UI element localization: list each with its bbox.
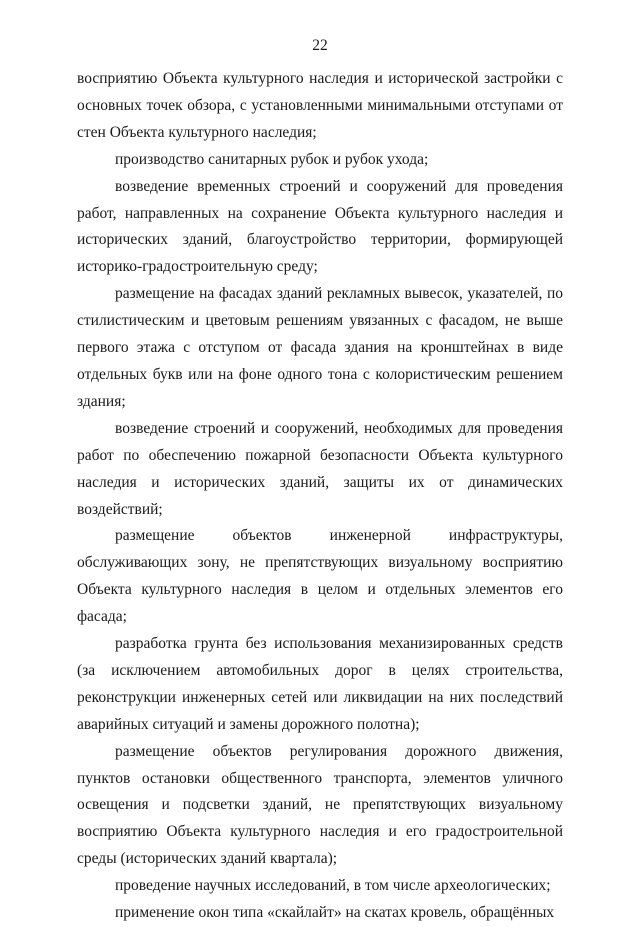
document-body xyxy=(77,66,563,927)
paragraph: применение окон типа «скайлайт» на скатах кровель, обращённых xyxy=(115,904,555,922)
paragraph: размещение на фасадах зданий рекламных вывесок, указателей, по стилистическим и цветовым решениям увязанных с фасадом, не выше первого этажа с отступом от фасада здания на кронштейнах в виде отдельных букв или на фоне одного тона с колористическим решением здания; xyxy=(77,285,563,410)
paragraph: возведение временных строений и сооружений для проведения работ, направленных на сохранение Объекта культурного наследия и исторических зданий, благоустройство территории, формирующей историко-градостроительную среду; xyxy=(77,177,563,276)
paragraph: размещение объектов регулирования дорожного движения, пунктов остановки общественного транспорта, элементов уличного освещения и подсветки зданий, не препятствующих визуальному восприятию Объекта культурного наследия и его градостроительной среды (исторических зданий квартала); xyxy=(77,742,563,868)
paragraph: возведение строений и сооружений, необходимых для проведения работ по обеспечению пожарной безопасности Объекта культурного наследия и исторических зданий, защиты их от динамических воздействий; xyxy=(77,419,563,518)
paragraph: размещение объектов инженерной инфраструктуры, обслуживающих зону, не препятствующих визуальному восприятию Объекта культурного наследия в целом и отдельных элементов его фасада; xyxy=(77,527,563,626)
paragraph: восприятию Объекта культурного наследия и исторической застройки с основных точек обзора, с установленными минимальными отступами от стен Объекта культурного наследия; xyxy=(77,70,563,141)
page-number: 22 xyxy=(312,37,328,54)
paragraph: производство санитарных рубок и рубок ухода; xyxy=(115,150,429,168)
paragraph: проведение научных исследований, в том числе археологических; xyxy=(115,877,551,895)
paragraph: разработка грунта без использования механизированных средств (за исключением автомобильных дорог в целях строительства, реконструкции инженерных сетей или ликвидации на них последствий аварийных ситуаций и замены дорожного полотна); xyxy=(77,635,563,733)
